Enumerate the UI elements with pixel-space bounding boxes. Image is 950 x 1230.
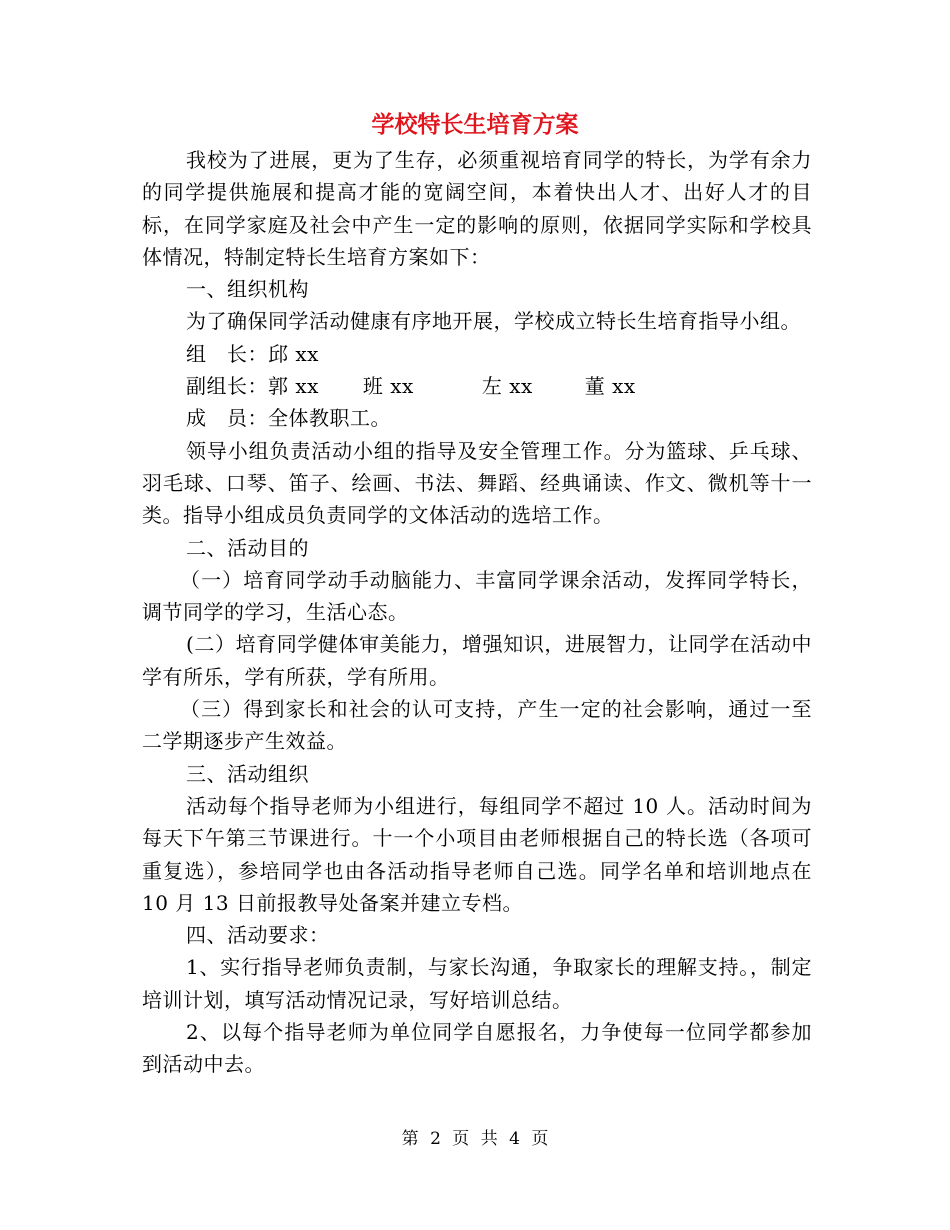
goal-paragraph-3: （三）得到家长和社会的认可支持，产生一定的社会影响，通过一至二学期逐步产生效益。 xyxy=(142,697,812,754)
deputy-member: 董 xx xyxy=(584,374,636,399)
members-line: 成 员：全体教职工。 xyxy=(186,406,391,431)
intro-paragraph: 我校为了进展，更为了生存，必须重视培育同学的特长，为学有余力的同学提供施展和提高才能的宽阔空间，本着快出人才、出好人才的目标，在同学家庭及社会中产生一定的影响的原则，依据同学实际和学校具体情况，特制定特长生培育方案如下： xyxy=(142,148,812,269)
deputy-line xyxy=(142,370,812,402)
deputy-label: 副组长：郭 xx xyxy=(186,374,319,399)
section-heading-4: 四、活动要求： xyxy=(186,923,330,948)
requirement-paragraph-1: 1、实行指导老师负责制，与家长沟通，争取家长的理解支持。，制定培训计划，填写活动情况记录，写好培训总结。 xyxy=(142,955,812,1012)
document-title: 学校特长生培育方案 xyxy=(371,112,579,138)
org-paragraph: 为了确保同学活动健康有序地开展，学校成立特长生培育指导小组。 xyxy=(186,309,801,334)
duties-paragraph: 领导小组负责活动小组的指导及安全管理工作。分为篮球、乒乓球、羽毛球、口琴、笛子、绘画、书法、舞蹈、经典诵读、作文、微机等十一类。指导小组成员负责同学的文体活动的选培工作。 xyxy=(142,438,812,528)
goal-paragraph-1: （一）培育同学动手动脑能力、丰富同学课余活动，发挥同学特长，调节同学的学习，生活心态。 xyxy=(142,567,812,625)
section-heading-2: 二、活动目的 xyxy=(186,535,309,560)
section-heading-3: 三、活动组织 xyxy=(186,761,309,786)
leader-line: 组 长：邱 xx xyxy=(186,341,319,366)
page-number-footer: 第 2 页 共 4 页 xyxy=(401,1129,549,1149)
requirement-paragraph-2: 2、以每个指导老师为单位同学自愿报名，力争使每一位同学都参加到活动中去。 xyxy=(142,1020,812,1077)
section-heading-1: 一、组织机构 xyxy=(186,277,309,302)
organization-paragraph: 活动每个指导老师为小组进行，每组同学不超过 10 人。活动时间为每天下午第三节课进行。十一个小项目由老师根据自己的特长选（各项可重复选），参培同学也由各活动指导老师自己选。同学名单和培训地点在 10 月 13 日前报教导处备案并建立专档。 xyxy=(142,793,812,915)
deputy-member: 班 xx xyxy=(362,374,414,399)
goal-paragraph-2: (二）培育同学健体审美能力，增强知识，进展智力，让同学在活动中学有所乐，学有所获，学有所用。 xyxy=(142,632,812,689)
document-body xyxy=(142,144,812,1081)
deputy-member: 左 xx xyxy=(481,374,533,399)
